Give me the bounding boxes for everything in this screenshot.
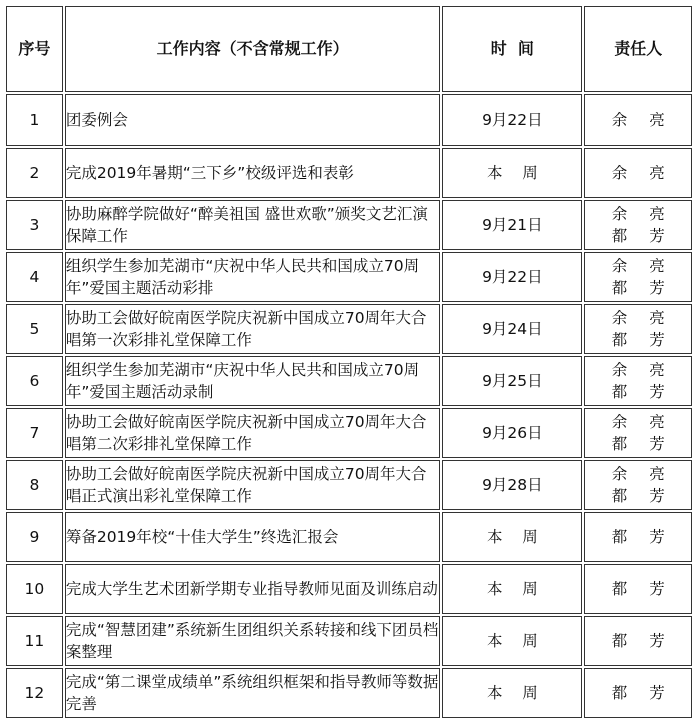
row-content: 组织学生参加芜湖市“庆祝中华人民共和国成立70周年”爱国主题活动录制 <box>65 356 441 406</box>
row-content: 协助麻醉学院做好“醉美祖国 盛世欢歌”颁奖文艺汇演保障工作 <box>65 200 441 250</box>
row-owner <box>584 668 692 718</box>
row-content: 筹备2019年校“十佳大学生”终选汇报会 <box>65 512 441 562</box>
row-time: 本 周 <box>442 668 582 718</box>
row-owner <box>584 460 692 510</box>
row-number: 1 <box>6 94 63 146</box>
row-time: 本 周 <box>442 616 582 666</box>
row-number: 7 <box>6 408 63 458</box>
owner-name: 余亮 <box>611 257 687 275</box>
work-schedule-table <box>4 4 694 720</box>
row-content: 协助工会做好皖南医学院庆祝新中国成立70周年大合唱正式演出彩礼堂保障工作 <box>65 460 441 510</box>
row-number: 11 <box>6 616 63 666</box>
row-content: 协助工会做好皖南医学院庆祝新中国成立70周年大合唱第一次彩排礼堂保障工作 <box>65 304 441 354</box>
row-number: 8 <box>6 460 63 510</box>
row-time: 9月24日 <box>442 304 582 354</box>
row-owner <box>584 564 692 614</box>
row-time: 9月26日 <box>442 408 582 458</box>
owner-name: 都芳 <box>611 331 687 349</box>
table-row <box>6 304 692 354</box>
row-number: 6 <box>6 356 63 406</box>
owner-name: 余亮 <box>611 111 687 129</box>
header-no: 序号 <box>6 6 63 92</box>
table-row <box>6 94 692 146</box>
row-owner <box>584 94 692 146</box>
owner-name: 都芳 <box>611 528 687 546</box>
row-time: 本 周 <box>442 512 582 562</box>
table-row <box>6 512 692 562</box>
owner-name: 余亮 <box>611 361 687 379</box>
row-owner <box>584 512 692 562</box>
row-content: 团委例会 <box>65 94 441 146</box>
owner-name: 余亮 <box>611 465 687 483</box>
owner-name: 都芳 <box>611 227 687 245</box>
row-content: 协助工会做好皖南医学院庆祝新中国成立70周年大合唱第二次彩排礼堂保障工作 <box>65 408 441 458</box>
row-owner <box>584 148 692 198</box>
row-time: 本 周 <box>442 564 582 614</box>
row-number: 9 <box>6 512 63 562</box>
table-header-row <box>6 6 692 92</box>
owner-name: 余亮 <box>611 205 687 223</box>
row-time: 本 周 <box>442 148 582 198</box>
row-time: 9月28日 <box>442 460 582 510</box>
row-number: 10 <box>6 564 63 614</box>
owner-name: 余亮 <box>611 309 687 327</box>
table-row <box>6 148 692 198</box>
row-content: 完成“第二课堂成绩单”系统组织框架和指导教师等数据完善 <box>65 668 441 718</box>
row-owner <box>584 252 692 302</box>
row-content: 完成大学生艺术团新学期专业指导教师见面及训练启动 <box>65 564 441 614</box>
owner-name: 余亮 <box>611 164 687 182</box>
table-row <box>6 460 692 510</box>
header-content: 工作内容（不含常规工作） <box>65 6 441 92</box>
owner-name: 都芳 <box>611 684 687 702</box>
table-row <box>6 356 692 406</box>
row-time: 9月22日 <box>442 94 582 146</box>
owner-name: 都芳 <box>611 435 687 453</box>
table-row <box>6 408 692 458</box>
row-number: 3 <box>6 200 63 250</box>
row-time: 9月25日 <box>442 356 582 406</box>
owner-name: 都芳 <box>611 279 687 297</box>
owner-name: 都芳 <box>611 383 687 401</box>
row-number: 2 <box>6 148 63 198</box>
table-row <box>6 668 692 718</box>
row-number: 4 <box>6 252 63 302</box>
row-owner <box>584 616 692 666</box>
owner-name: 都芳 <box>611 580 687 598</box>
row-owner <box>584 356 692 406</box>
header-time: 时 间 <box>442 6 582 92</box>
row-content: 完成2019年暑期“三下乡”校级评选和表彰 <box>65 148 441 198</box>
table-body <box>6 94 692 718</box>
header-owner: 责任人 <box>584 6 692 92</box>
row-owner <box>584 408 692 458</box>
row-time: 9月22日 <box>442 252 582 302</box>
table-row <box>6 252 692 302</box>
row-owner <box>584 304 692 354</box>
row-owner <box>584 200 692 250</box>
table-row <box>6 200 692 250</box>
table-row <box>6 564 692 614</box>
row-number: 12 <box>6 668 63 718</box>
row-content: 组织学生参加芜湖市“庆祝中华人民共和国成立70周年”爱国主题活动彩排 <box>65 252 441 302</box>
owner-name: 都芳 <box>611 632 687 650</box>
row-number: 5 <box>6 304 63 354</box>
owner-name: 余亮 <box>611 413 687 431</box>
row-time: 9月21日 <box>442 200 582 250</box>
owner-name: 都芳 <box>611 487 687 505</box>
table-row <box>6 616 692 666</box>
row-content: 完成“智慧团建”系统新生团组织关系转接和线下团员档案整理 <box>65 616 441 666</box>
